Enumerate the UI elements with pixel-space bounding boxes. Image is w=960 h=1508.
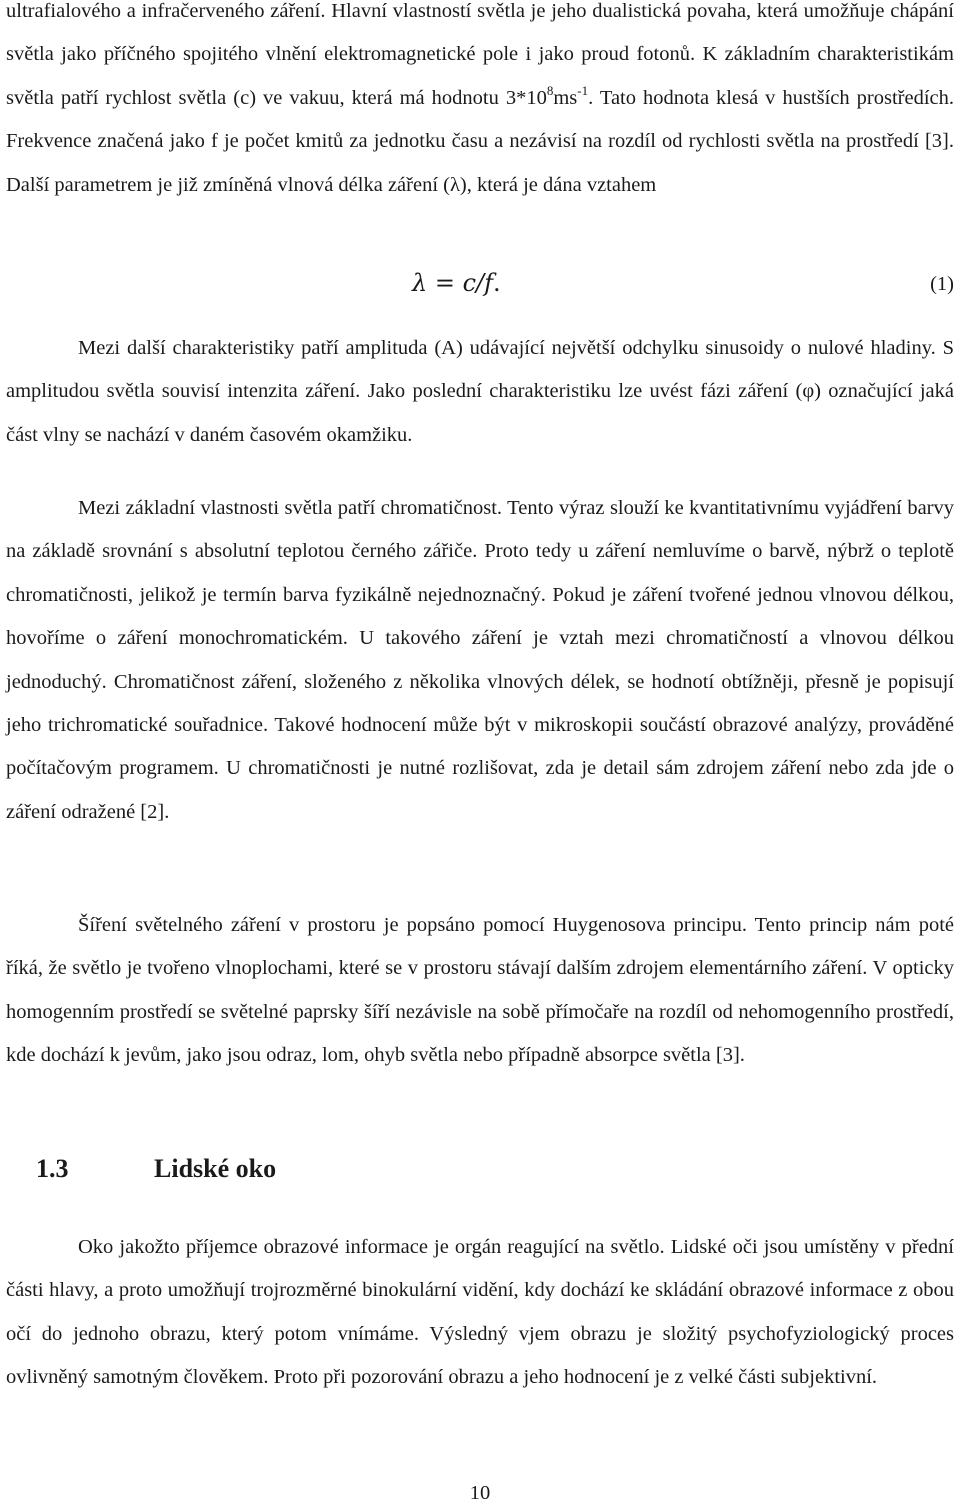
- page-number: 10: [469, 1482, 491, 1504]
- equation-formula: λ = c/f: [412, 269, 493, 297]
- exponent: 8: [546, 82, 554, 98]
- paragraph-huygens: Šíření světelného záření v prostoru je popsáno pomocí Huygenosova principu. Tento princip nám poté říká, že světlo je tvořeno vlnoplochami, které se v prostoru stávají dalším zdrojem elementárního záření. V opticky homogenním prostředí se světelné paprsky šíří nezávisle na sobě přímočaře na rozdíl od nehomogenního prostředí, kde dochází k jevům, jako jsou odraz, lom, ohyb světla nebo případně absorpce světla [3].: [6, 914, 954, 1067]
- paragraph-amplitude: Mezi další charakteristiky patří amplituda (A) udávající největší odchylku sinusoidy o nulové hladiny. S amplitudou světla souvisí intenzita záření. Jako poslední charakteristiku lze uvést fázi záření (φ) označující jaká část vlny se nachází v daném časovém okamžiku.: [6, 337, 954, 446]
- paragraph-chromaticity: Mezi základní vlastnosti světla patří chromatičnost. Tento výraz slouží ke kvantitativnímu vyjádření barvy na základě srovnání s absolutní teplotou černého zářiče. Proto tedy u záření nemluvíme o barvě, nýbrž o teplotě chromatičnosti, jelikož je termín barva fyzikálně nejednoznačný. Pokud je záření tvořené jednou vlnovou délkou, hovoříme o záření monochromatickém. U takového záření je vztah mezi chromatičností a vlnovou délkou jednoduchý. Chromatičnost záření, složeného z několika vlnových délek, se hodnotí obtížněji, přesně je popisují jeho trichromatické souřadnice. Takové hodnocení může být v mikroskopii součástí obrazové analýzy, prováděné počítačovým programem. U chromatičnosti je nutné rozlišovat, zda je detail sám zdrojem záření nebo zda jde o záření odražené [2].: [6, 497, 954, 823]
- unit-text: ms: [553, 86, 578, 109]
- paragraph-light-properties: [6, 0, 954, 207]
- section-number: 1.3: [36, 1154, 69, 1183]
- section-title: Lidské oko: [154, 1154, 277, 1183]
- exponent: -1: [577, 82, 589, 98]
- equation-line: [6, 269, 954, 309]
- equation: [412, 269, 501, 297]
- paragraph-text: ultrafialového a infračerveného záření. Hlavní vlastností světla je jeho dualistická povaha, která umožňuje chápání světla jako příčného spojitého vlnění elektromagnetické pole i jako proud fotonů. K základním charakteristikám světla patří rychlost světla (c) ve vakuu, která má hodnotu 3*10: [6, 0, 954, 109]
- section-heading: [36, 1154, 276, 1184]
- equation-number: (1): [930, 273, 954, 295]
- paragraph-text: . Tato hodnota klesá v hustších prostředích. Frekvence značená jako f je počet kmitů za jednotku času a nezávisí na rozdíl od rychlosti světla na prostředí [3]. Další parametrem je již zmíněná vlnová délka záření (λ), která je dána vztahem: [6, 86, 954, 196]
- paragraph-human-eye: Oko jakožto příjemce obrazové informace je orgán reagující na světlo. Lidské oči jsou umístěny v přední části hlavy, a proto umožňují trojrozměrné binokulární vidění, kdy dochází ke skládání obrazové informace z obou očí do jednoho obrazu, který potom vnímáme. Výsledný vjem obrazu je složitý psychofyziologický proces ovlivněný samotným člověkem. Proto při pozorování obrazu a jeho hodnocení je z velké části subjektivní.: [6, 1236, 954, 1389]
- equation-dot: .: [493, 269, 501, 297]
